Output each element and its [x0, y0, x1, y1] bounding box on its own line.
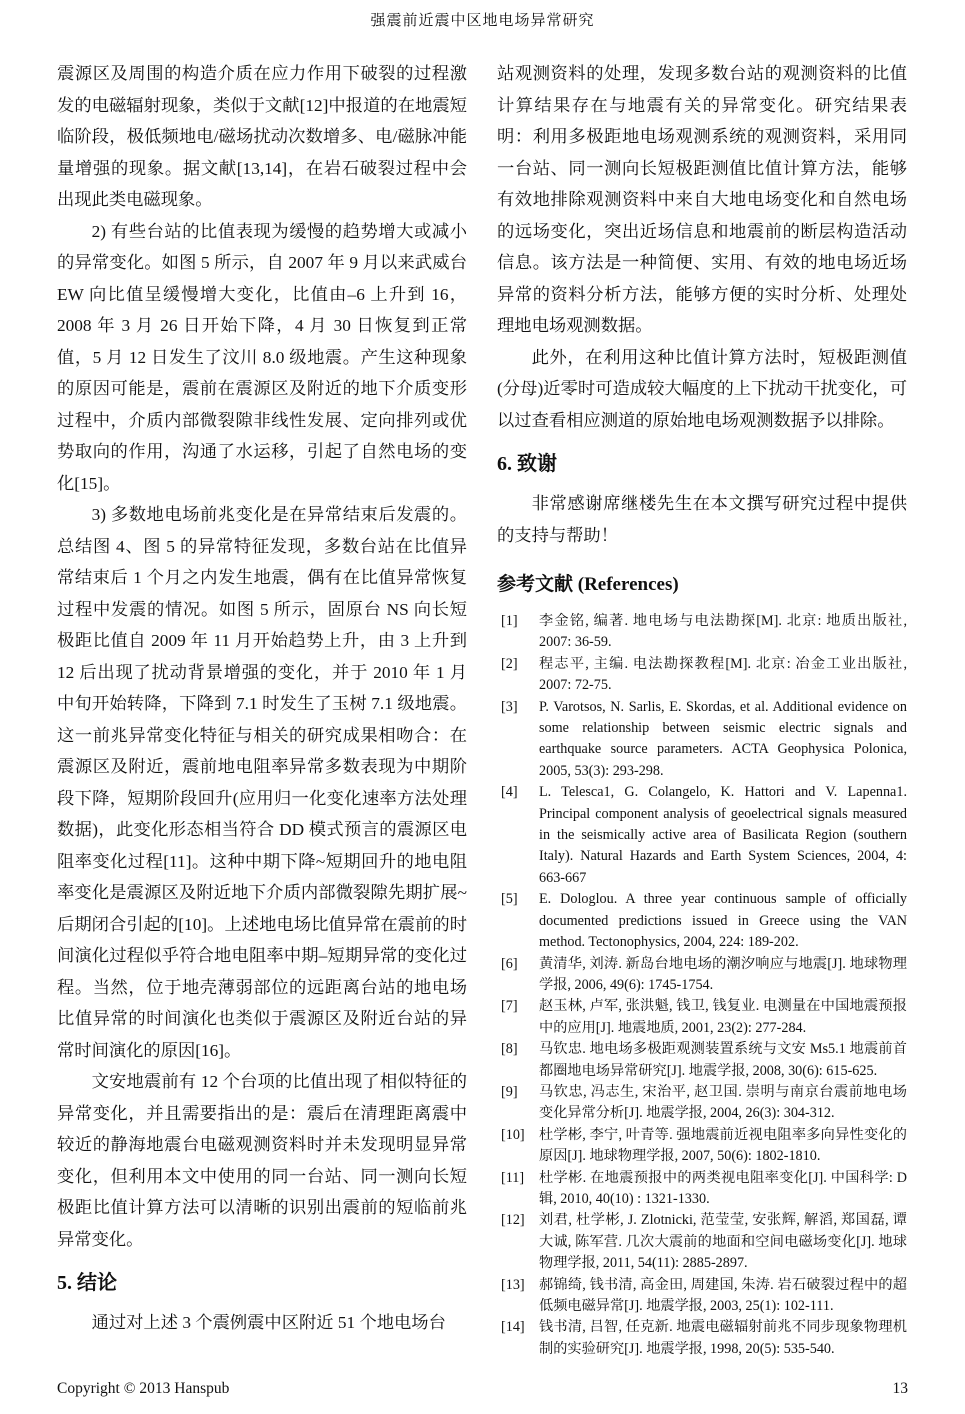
reference-text: 李金铭, 编著. 地电场与电法勘探[M]. 北京: 地质出版社, 2007: 36-59.	[539, 613, 907, 651]
right-column	[497, 58, 907, 1360]
content-columns	[57, 58, 908, 1360]
reference-text: 马钦忠, 冯志生, 宋治平, 赵卫国. 崇明与南京台震前地电场变化异常分析[J]. 地震学报, 2004, 26(3): 304-312.	[539, 1083, 907, 1122]
reference-item	[497, 1082, 907, 1125]
reference-label: [10]	[501, 1126, 525, 1143]
section-heading-acknowledgement: 6. 致谢	[497, 453, 557, 475]
reference-item	[497, 697, 907, 783]
reference-label: [14]	[501, 1319, 525, 1336]
reference-label: [12]	[501, 1212, 525, 1229]
page-footer	[57, 1378, 908, 1400]
reference-text: E. Dologlou. A three year continuous sample of officially documented predictions issued in Greece using the VAN method. Tectonophysics, 2004, 224: 189-202.	[539, 891, 907, 951]
reference-text: 程志平, 主编. 电法勘探教程[M]. 北京: 冶金工业出版社, 2007: 72-75.	[539, 655, 907, 694]
reference-label: [6]	[501, 955, 518, 972]
paragraph-continuation: 震源区及周围的构造介质在应力作用下破裂的过程激发的电磁辐射现象，类似于文献[12]中报道的在地震短临阶段，极低频地电/磁场扰动次数增多、电/磁脉冲能量增强的现象。据文献[13,14]，在岩石破裂过程中会出现此类电磁现象。	[57, 64, 467, 209]
reference-item	[497, 1210, 907, 1274]
reference-item	[497, 1125, 907, 1168]
section-heading-conclusion: 5. 结论	[57, 1272, 117, 1294]
reference-label: [4]	[501, 784, 518, 801]
reference-item	[497, 654, 907, 697]
reference-text: L. Telesca1, G. Colangelo, K. Hattori and V. Lapenna1. Principal component analysis of geoelectrical signals measured in the seismically active area of Basilicata Region (southern Italy). Natural Hazards and Earth System Sciences, 2004, 4: 663-667	[539, 784, 907, 886]
paragraph-conclusion-continuation: 站观测资料的处理，发现多数台站的观测资料的比值计算结果存在与地震有关的异常变化。研究结果表明：利用多极距地电场观测系统的观测资料，采用同一台站、同一测向长短极距测值比值计算方法，能够有效地排除观测资料中来自大地电场变化和自然电场的远场变化，突出近场信息和地震前的断层构造活动信息。该方法是一种简便、实用、有效的地电场近场异常的资料分析方法，能够方便的实时分析、处理处理地电场观测数据。	[497, 64, 907, 335]
reference-item	[497, 611, 907, 654]
references-heading: 参考文献 (References)	[497, 574, 679, 595]
reference-label: [13]	[501, 1276, 525, 1293]
reference-item	[497, 1317, 907, 1360]
paragraph-item-3: 3) 多数地电场前兆变化是在异常结束后发震的。总结图 4、图 5 的异常特征发现，多数台站在比值异常结束后 1 个月之内发生地震，偶有在比值异常恢复过程中发震的情况。如图 5 所示，固原台 NS 向长短极距比值自 2009 年 11 月开始趋势上升，由 3 上升到 12 后出现了扰动背景增强的变化，并于 2010 年 1 月中旬开始转降，下降到 7.1 时发生了玉树 7.1 级地震。这一前兆异常变化特征与相关的研究成果相吻合：在震源区及附近，震前地电阻率异常多数表现为中期阶段下降，短期阶段回升(应用归一化变化速率方法处理数据)，此变化形态相当符合 DD 模式预言的震源区电阻率变化过程[11]。这种中期下降~短期回升的地电阻率变化是震源区及附近地下介质内部微裂隙先期扩展~后期闭合引起的[10]。上述地电场比值异常在震前的时间演化过程似乎符合地电阻率中期–短期异常的变化过程。当然，位于地壳薄弱部位的远距离台站的地电场比值异常的时间演化也类似于震源区及附近台站的异常时间演化的原因[16]。	[57, 505, 467, 1060]
reference-text: 马钦忠. 地电场多极距观测装置系统与文安 Ms5.1 地震前首都圈地电场异常研究[J]. 地震学报, 2008, 30(6): 615-625.	[539, 1041, 907, 1079]
reference-text: 赵玉林, 卢军, 张洪魁, 钱卫, 钱复业. 电测量在中国地震预报中的应用[J]. 地震地质, 2001, 23(2): 277-284.	[539, 998, 907, 1036]
paragraph-acknowledgement: 非常感谢席继楼先生在本文撰写研究过程中提供的支持与帮助！	[497, 494, 907, 545]
reference-item	[497, 1275, 907, 1318]
reference-text: 杜学彬, 李宁, 叶青等. 强地震前近视电阻率多向异性变化的原因[J]. 地球物理学报, 2007, 50(6): 1802-1810.	[539, 1126, 907, 1165]
running-title: 强震前近震中区地电场异常研究	[370, 13, 595, 29]
reference-item	[497, 1168, 907, 1211]
reference-label: [8]	[501, 1041, 518, 1058]
paragraph-conclusion-start: 通过对上述 3 个震例震中区附近 51 个地电场台	[91, 1313, 446, 1332]
reference-text: 钱书清, 吕智, 任克新. 地震电磁辐射前兆不同步现象物理机制的实验研究[J]. 地震学报, 1998, 20(5): 535-540.	[539, 1319, 907, 1357]
paragraph-additional-note: 此外，在利用这种比值计算方法时，短极距测值(分母)近零时可造成较大幅度的上下扰动干扰变化，可以过查看相应测道的原始地电场观测数据予以排除。	[497, 347, 907, 430]
reference-label: [5]	[501, 891, 518, 908]
page-number: 13	[892, 1380, 908, 1397]
reference-label: [9]	[501, 1083, 518, 1100]
reference-text: 黄清华, 刘涛. 新岛台地电场的潮汐响应与地震[J]. 地球物理学报, 2006, 49(6): 1745-1754.	[539, 955, 907, 993]
reference-label: [7]	[501, 998, 518, 1015]
reference-text: P. Varotsos, N. Sarlis, E. Skordas, et al. Additional evidence on some relationship between seismic electric signals and earthquake source parameters. ACTA Geophysica Polonica, 2005, 53(3): 293-298.	[539, 698, 907, 779]
reference-label: [11]	[501, 1169, 525, 1186]
reference-item	[497, 996, 907, 1039]
reference-text: 郝锦绮, 钱书清, 高金田, 周建国, 朱涛. 岩石破裂过程中的超低频电磁异常[J]. 地震学报, 2003, 25(1): 102-111.	[539, 1276, 907, 1314]
reference-text: 杜学彬. 在地震预报中的两类视电阻率变化[J]. 中国科学: D辑, 2010, 40(10) : 1321-1330.	[539, 1169, 907, 1207]
copyright-notice: Copyright © 2013 Hanspub	[57, 1380, 230, 1397]
reference-text: 刘君, 杜学彬, J. Zlotnicki, 范莹莹, 安张辉, 解滔, 郑国磊, 谭大诚, 陈军营. 几次大震前的地面和空间电磁场变化[J]. 地球物理学报, 2011, 54(11): 2885-2897.	[539, 1212, 907, 1272]
paragraph-item-2: 2) 有些台站的比值表现为缓慢的趋势增大或减小的异常变化。如图 5 所示，自 2007 年 9 月以来武威台 EW 向比值呈缓慢增大变化，比值由–6 上升到 16，2008 年 3 月 26 日开始下降，4 月 30 日恢复到正常值，5 月 12 日发生了汶川 8.0 级地震。产生这种现象的原因可能是，震前在震源区及附近的地下介质变形过程中，介质内部微裂隙非线性发展、定向排列或优势取向的作用，沟通了水运移，引起了自然电场的变化[15]。	[57, 221, 467, 493]
reference-item	[497, 782, 907, 889]
reference-item	[497, 1039, 907, 1082]
reference-label: [1]	[501, 613, 518, 629]
paragraph-wenan: 文安地震前有 12 个台项的比值出现了相似特征的异常变化，并且需要指出的是：震后在清理距离震中较近的静海地震台电磁观测资料时并未发现明显异常变化，但利用本文中使用的同一台站、同一测向长短极距比值计算方法可以清晰的识别出震前的短临前兆异常变化。	[57, 1072, 467, 1249]
reference-label: [2]	[501, 655, 518, 672]
reference-label: [3]	[501, 698, 518, 715]
left-column	[57, 58, 467, 1360]
reference-list	[497, 611, 907, 1360]
reference-item	[497, 889, 907, 953]
reference-item	[497, 954, 907, 997]
